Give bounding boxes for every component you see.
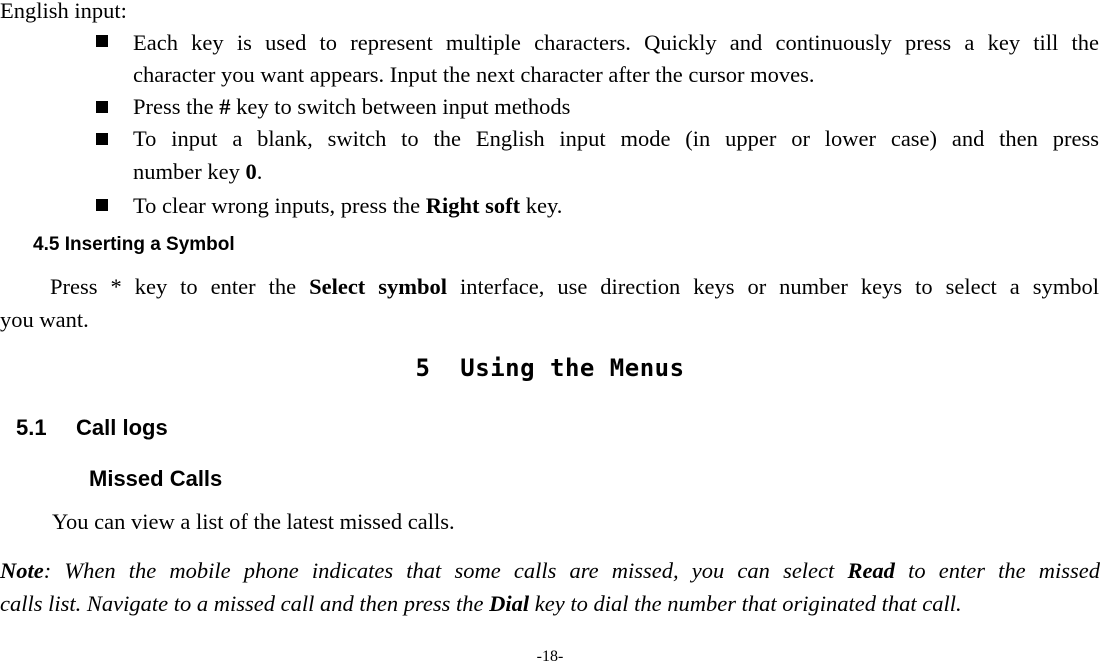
bullet-square-icon bbox=[96, 35, 108, 47]
chapter-5-title: 5 Using the Menus bbox=[415, 354, 685, 382]
note-line-2: calls list. Navigate to a missed call and then press the Dial key to dial the number that originated that call. bbox=[0, 591, 962, 616]
bullet-square-icon bbox=[96, 133, 108, 145]
note-label: Note bbox=[0, 558, 44, 583]
bullet-3-line-1: To input a blank, switch to the English input mode (in upper or lower case) and then press bbox=[133, 126, 1099, 151]
dial-key-label: Dial bbox=[489, 591, 530, 616]
bullet-1-line-2: character you want appears. Input the next character after the cursor moves. bbox=[133, 62, 815, 87]
bullet-4-text: To clear wrong inputs, press the Right soft key. bbox=[133, 193, 563, 218]
hash-key-label: # bbox=[219, 94, 231, 119]
missed-calls-heading: Missed Calls bbox=[89, 466, 223, 491]
bullet-square-icon bbox=[96, 199, 108, 211]
bullet-square-icon bbox=[96, 101, 108, 113]
bullet-1-line-1: Each key is used to represent multiple characters. Quickly and continuously press a key till the bbox=[133, 30, 1099, 55]
section-5-1-title: Call logs bbox=[76, 415, 168, 440]
english-input-label: English input: bbox=[0, 0, 127, 23]
section-4-5-line-1: Press * key to enter the Select symbol interface, use direction keys or number keys to select a symbol bbox=[50, 274, 1100, 299]
missed-calls-body: You can view a list of the latest missed calls. bbox=[52, 509, 455, 534]
bullet-3-line-2: number key 0. bbox=[133, 159, 263, 184]
section-4-5-heading: 4.5 Inserting a Symbol bbox=[33, 234, 235, 255]
bullet-2-text: Press the # key to switch between input methods bbox=[133, 94, 571, 119]
note-line-1: Note: When the mobile phone indicates that some calls are missed, you can select Read to enter the missed bbox=[0, 558, 1100, 583]
read-key-label: Read bbox=[847, 558, 895, 583]
section-4-5-line-2: you want. bbox=[0, 307, 89, 332]
select-symbol-label: Select symbol bbox=[309, 274, 448, 299]
page-number: -18- bbox=[536, 648, 564, 665]
right-soft-key-label: Right soft bbox=[425, 193, 521, 218]
zero-key-label: 0 bbox=[245, 159, 257, 184]
section-5-1-number: 5.1 bbox=[16, 415, 47, 440]
